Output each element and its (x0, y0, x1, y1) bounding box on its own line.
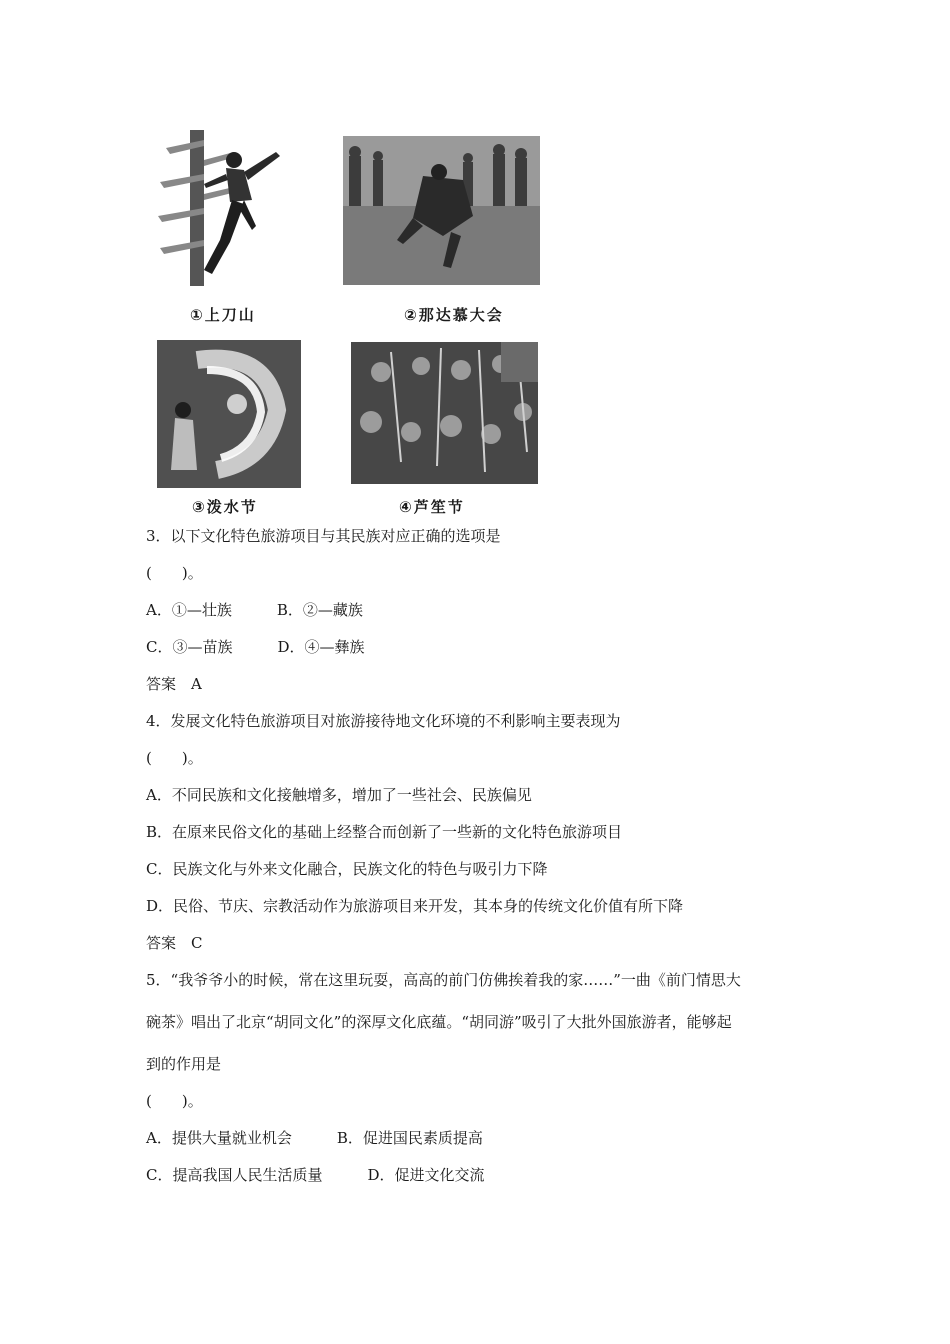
q3-options-ab: A．①—壮族 B．②—藏族 (146, 601, 363, 619)
q5-options-cd: C．提高我国人民生活质量 D．促进文化交流 (146, 1166, 485, 1184)
q3-stem: 3．以下文化特色旅游项目与其民族对应正确的选项是 (146, 527, 501, 545)
q4-option-a: A．不同民族和文化接触增多，增加了一些社会、民族偏见 (146, 786, 532, 804)
q4-option-d: D．民俗、节庆、宗教活动作为旅游项目来开发，其本身的传统文化价值有所下降 (146, 897, 684, 915)
photo-lusheng-festival (351, 342, 538, 484)
figure-caption-3: ③泼水节 (192, 498, 258, 516)
q3-paren: ( )。 (146, 564, 203, 582)
figure-caption-2: ②那达慕大会 (404, 306, 504, 324)
photo-water-splashing (157, 340, 301, 488)
q5-stem-line1: 5．“我爷爷小的时候，常在这里玩耍，高高的前门仿佛挨着我的家……”一曲《前门情思大 (146, 971, 741, 989)
q4-option-c: C．民族文化与外来文化融合，民族文化的特色与吸引力下降 (146, 860, 548, 878)
photo-naadam-wrestling (343, 136, 540, 285)
q4-answer: 答案 C (146, 934, 203, 952)
q4-option-b: B．在原来民俗文化的基础上经整合而创新了一些新的文化特色旅游项目 (146, 823, 623, 841)
figure-caption-1: ①上刀山 (190, 306, 256, 324)
q3-answer: 答案 A (146, 675, 202, 693)
q5-options-ab: A．提供大量就业机会 B．促进国民素质提高 (146, 1129, 483, 1147)
q5-paren: ( )。 (146, 1092, 203, 1110)
photo-blade-ladder (156, 130, 304, 286)
q5-stem-line2: 碗茶》唱出了北京“胡同文化”的深厚文化底蕴。“胡同游”吸引了大批外国旅游者，能够起 (146, 1013, 732, 1031)
q4-stem: 4．发展文化特色旅游项目对旅游接待地文化环境的不利影响主要表现为 (146, 712, 621, 730)
figure-caption-4: ④芦笙节 (399, 498, 465, 516)
q3-options-cd: C．③—苗族 D．④—彝族 (146, 638, 365, 656)
q5-stem-line3: 到的作用是 (146, 1055, 222, 1073)
q4-paren: ( )。 (146, 749, 203, 767)
